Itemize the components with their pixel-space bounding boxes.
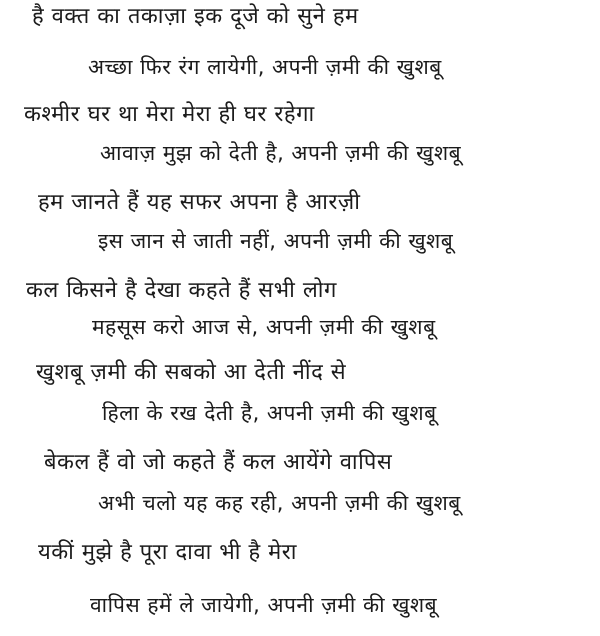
poem-line-2: अच्छा फिर रंग लायेगी, अपनी ज़मी की खुशबू xyxy=(88,55,442,79)
poem-line-10: हिला के रख देती है, अपनी ज़मी की खुशबू xyxy=(102,401,437,425)
poem-line-4: आवाज़ मुझ को देती है, अपनी ज़मी की खुशबू xyxy=(100,141,462,165)
poem-line-1: है वक्त का तकाज़ा इक दूजे को सुने हम xyxy=(32,4,359,29)
poem-line-12: अभी चलो यह कह रही, अपनी ज़मी की खुशबू xyxy=(98,491,461,515)
poem-line-5: हम जानते हैं यह सफर अपना है आरज़ी xyxy=(38,190,361,215)
poem-line-8: महसूस करो आज से, अपनी ज़मी की खुशबू xyxy=(92,315,436,339)
poem-line-9: खुशबू ज़मी की सबको आ देती नींद से xyxy=(36,360,347,385)
poem-line-13: यकीं मुझे है पूरा दावा भी है मेरा xyxy=(38,540,297,565)
poem-line-7: कल किसने है देखा कहते हैं सभी लोग xyxy=(26,278,337,303)
poem-line-14: वापिस हमें ले जायेगी, अपनी ज़मी की खुशबू xyxy=(90,593,438,617)
poem-line-11: बेकल हैं वो जो कहते हैं कल आयेंगे वापिस xyxy=(44,450,393,475)
poem-line-6: इस जान से जाती नहीं, अपनी ज़मी की खुशबू xyxy=(98,229,454,253)
poem-line-3: कश्मीर घर था मेरा मेरा ही घर रहेगा xyxy=(24,102,315,127)
